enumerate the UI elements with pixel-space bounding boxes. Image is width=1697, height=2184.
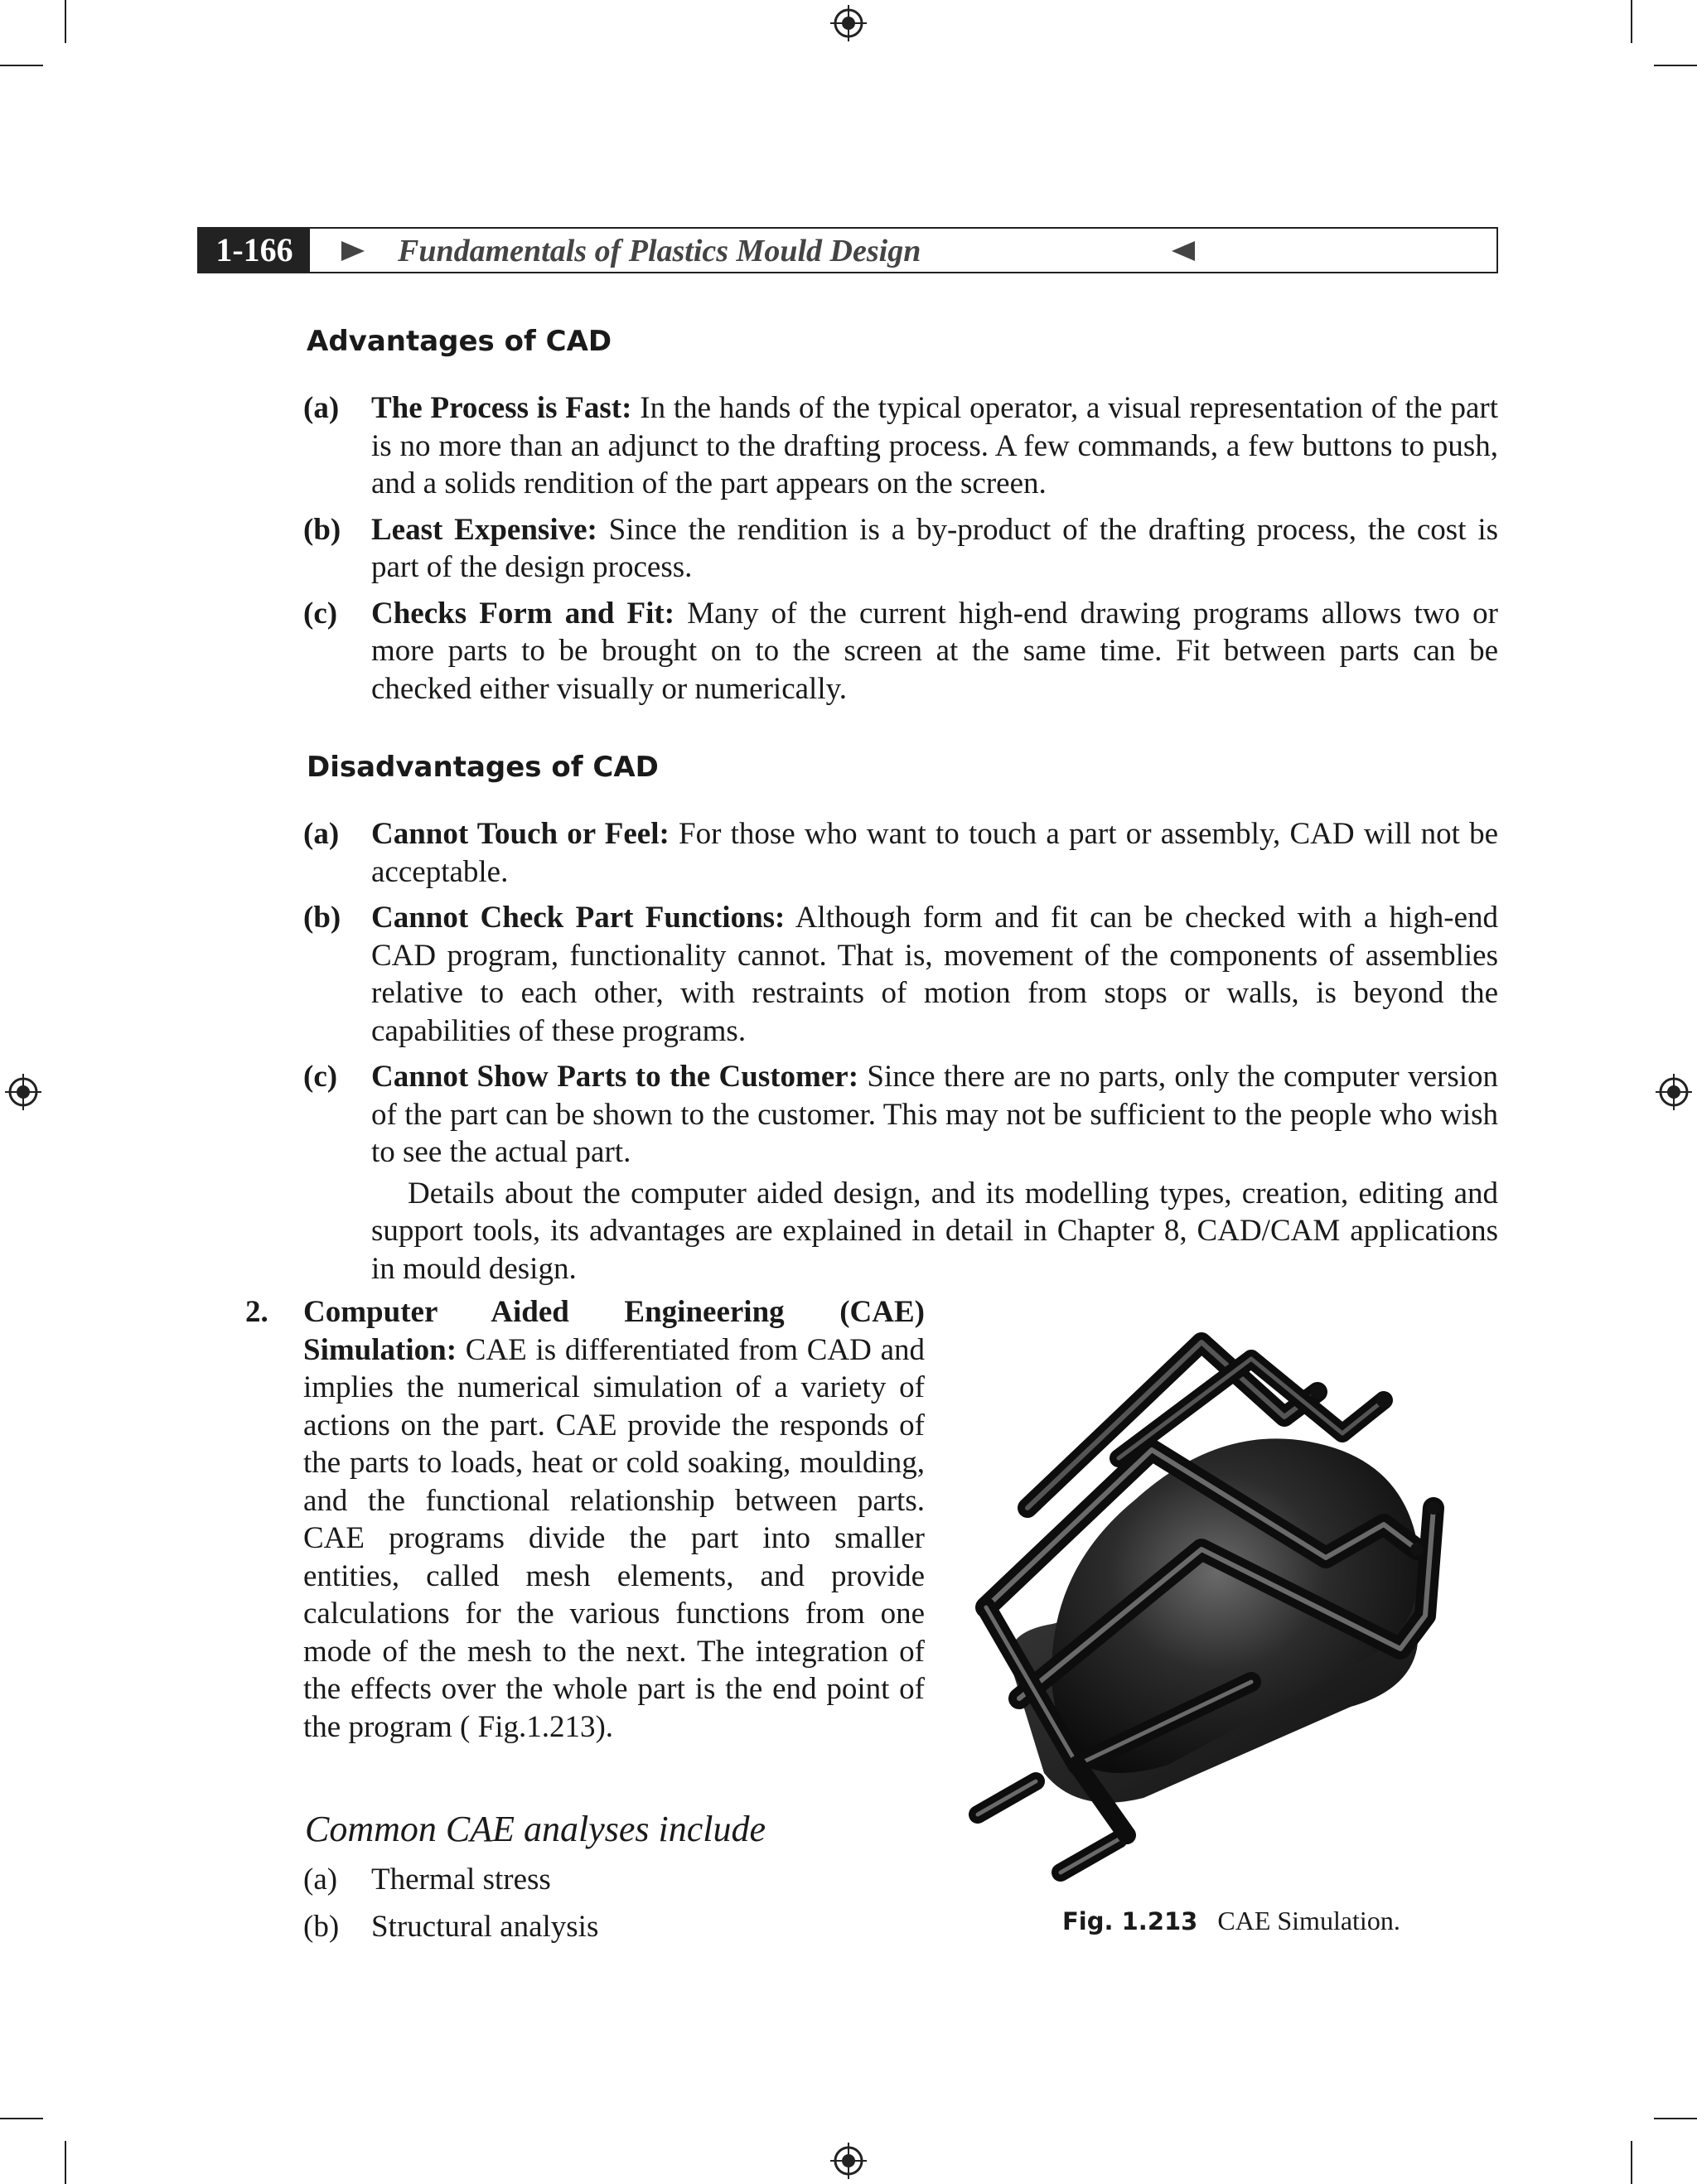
list-item — [303, 815, 1498, 891]
item-text: Although form and fit can be checked with a high-end CAD program, functionality cannot. That is, movement of the components of assemblies relative to each other, with restraints of motion from stops or walls, is beyond the capabilities of these programs. — [371, 901, 1498, 1048]
list-item — [303, 1908, 933, 1945]
list-item — [303, 1058, 1498, 1172]
item-marker: (b) — [303, 1910, 340, 1944]
list-item — [303, 899, 1498, 1050]
crop-mark — [0, 2118, 43, 2119]
item-title: Least Expensive: — [371, 512, 597, 547]
item-marker: (c) — [303, 1060, 338, 1094]
crop-mark — [0, 65, 43, 66]
chapter-note: Details about the computer aided design, and its modelling types, creation, editing and support tools, its advantages are explained in detail in Chapter 8, CAD/CAM applications in mould design. — [371, 1176, 1498, 1286]
item-text: In the hands of the typical operator, a visual representation of the part is no more than an adjunct to the drafting process. A few commands, a few buttons to push, and a solids rendition of the part appears on the screen. — [371, 391, 1498, 500]
cae-paragraph — [245, 1293, 925, 1746]
item-text: Thermal stress — [371, 1863, 551, 1897]
advantages-list — [303, 389, 1498, 716]
item-marker: (b) — [303, 512, 341, 547]
item-title: Cannot Show Parts to the Customer: — [371, 1060, 859, 1094]
cae-simulation-figure — [953, 1301, 1483, 1897]
running-header — [197, 227, 1498, 273]
item-marker: (a) — [303, 391, 340, 425]
item-text: Since there are no parts, only the computer version of the part can be shown to the customer. This may not be sufficient to the people who wish to see the actual part. — [371, 1060, 1498, 1169]
item-marker: (a) — [303, 817, 340, 851]
page-number: 1-166 — [199, 229, 310, 272]
item-marker: (a) — [303, 1863, 338, 1897]
item-marker: (c) — [303, 596, 338, 631]
item-number: 2. — [245, 1295, 268, 1329]
book-title: Fundamentals of Plastics Mould Design — [398, 234, 921, 268]
list-item — [303, 595, 1498, 708]
item-text: Since the rendition is a by-product of the drafting process, the cost is part of the design process. — [371, 512, 1499, 584]
item-text: Structural analysis — [371, 1910, 599, 1944]
registration-mark-icon — [830, 5, 867, 41]
crop-mark — [65, 0, 66, 43]
figure-label: Fig. 1.213 — [1062, 1907, 1198, 1935]
figure-caption-text: CAE Simulation. — [1217, 1906, 1400, 1935]
item-title: Cannot Check Part Functions: — [371, 901, 786, 935]
crop-mark — [1631, 2141, 1632, 2184]
registration-mark-icon — [1656, 1074, 1692, 1110]
registration-mark-icon — [830, 2143, 867, 2179]
disadvantages-list — [303, 815, 1498, 1288]
item-marker: (b) — [303, 901, 341, 935]
item-title: The Process is Fast: — [371, 391, 632, 425]
list-item — [303, 511, 1498, 587]
item-title: Checks Form and Fit: — [371, 596, 675, 631]
figure-caption — [1062, 1906, 1400, 1936]
crop-mark — [65, 2141, 66, 2184]
cae-text: CAE is differentiated from CAD and implies the numerical simulation of a variety of actions on the part. CAE provide the responds of the parts to loads, heat or cold soaking, moulding, and the functional relationship between parts. CAE programs divide the part into smaller entities, called mesh elements, and provide calculations for the various functions from one mode of the mesh to the next. The integration of the effects over the whole part is the end point of the program ( Fig.1.213). — [303, 1332, 925, 1744]
item-title: Cannot Touch or Feel: — [371, 817, 670, 851]
disadvantages-heading: Disadvantages of CAD — [307, 751, 659, 784]
cae-subheading: Common CAE analyses include — [305, 1809, 766, 1849]
advantages-heading: Advantages of CAD — [307, 325, 612, 358]
item-text: Many of the current high-end drawing programs allows two or more parts to be brought on to the screen at the same time. Fit between parts can be checked either visually or numerically. — [371, 596, 1498, 706]
cae-section — [245, 1293, 925, 1746]
list-item — [303, 389, 1498, 503]
crop-mark — [1654, 65, 1697, 66]
triangle-left-icon — [1172, 241, 1195, 261]
crop-mark — [1654, 2118, 1697, 2119]
registration-mark-icon — [5, 1074, 41, 1110]
cae-title: Computer Aided Engineering (CAE) Simulation: — [303, 1295, 925, 1367]
item-text: For those who want to touch a part or assembly, CAD will not be acceptable. — [371, 817, 1498, 889]
list-item — [303, 1861, 933, 1898]
triangle-right-icon — [341, 241, 365, 261]
crop-mark — [1631, 0, 1632, 43]
cae-analyses-list — [303, 1861, 933, 1955]
